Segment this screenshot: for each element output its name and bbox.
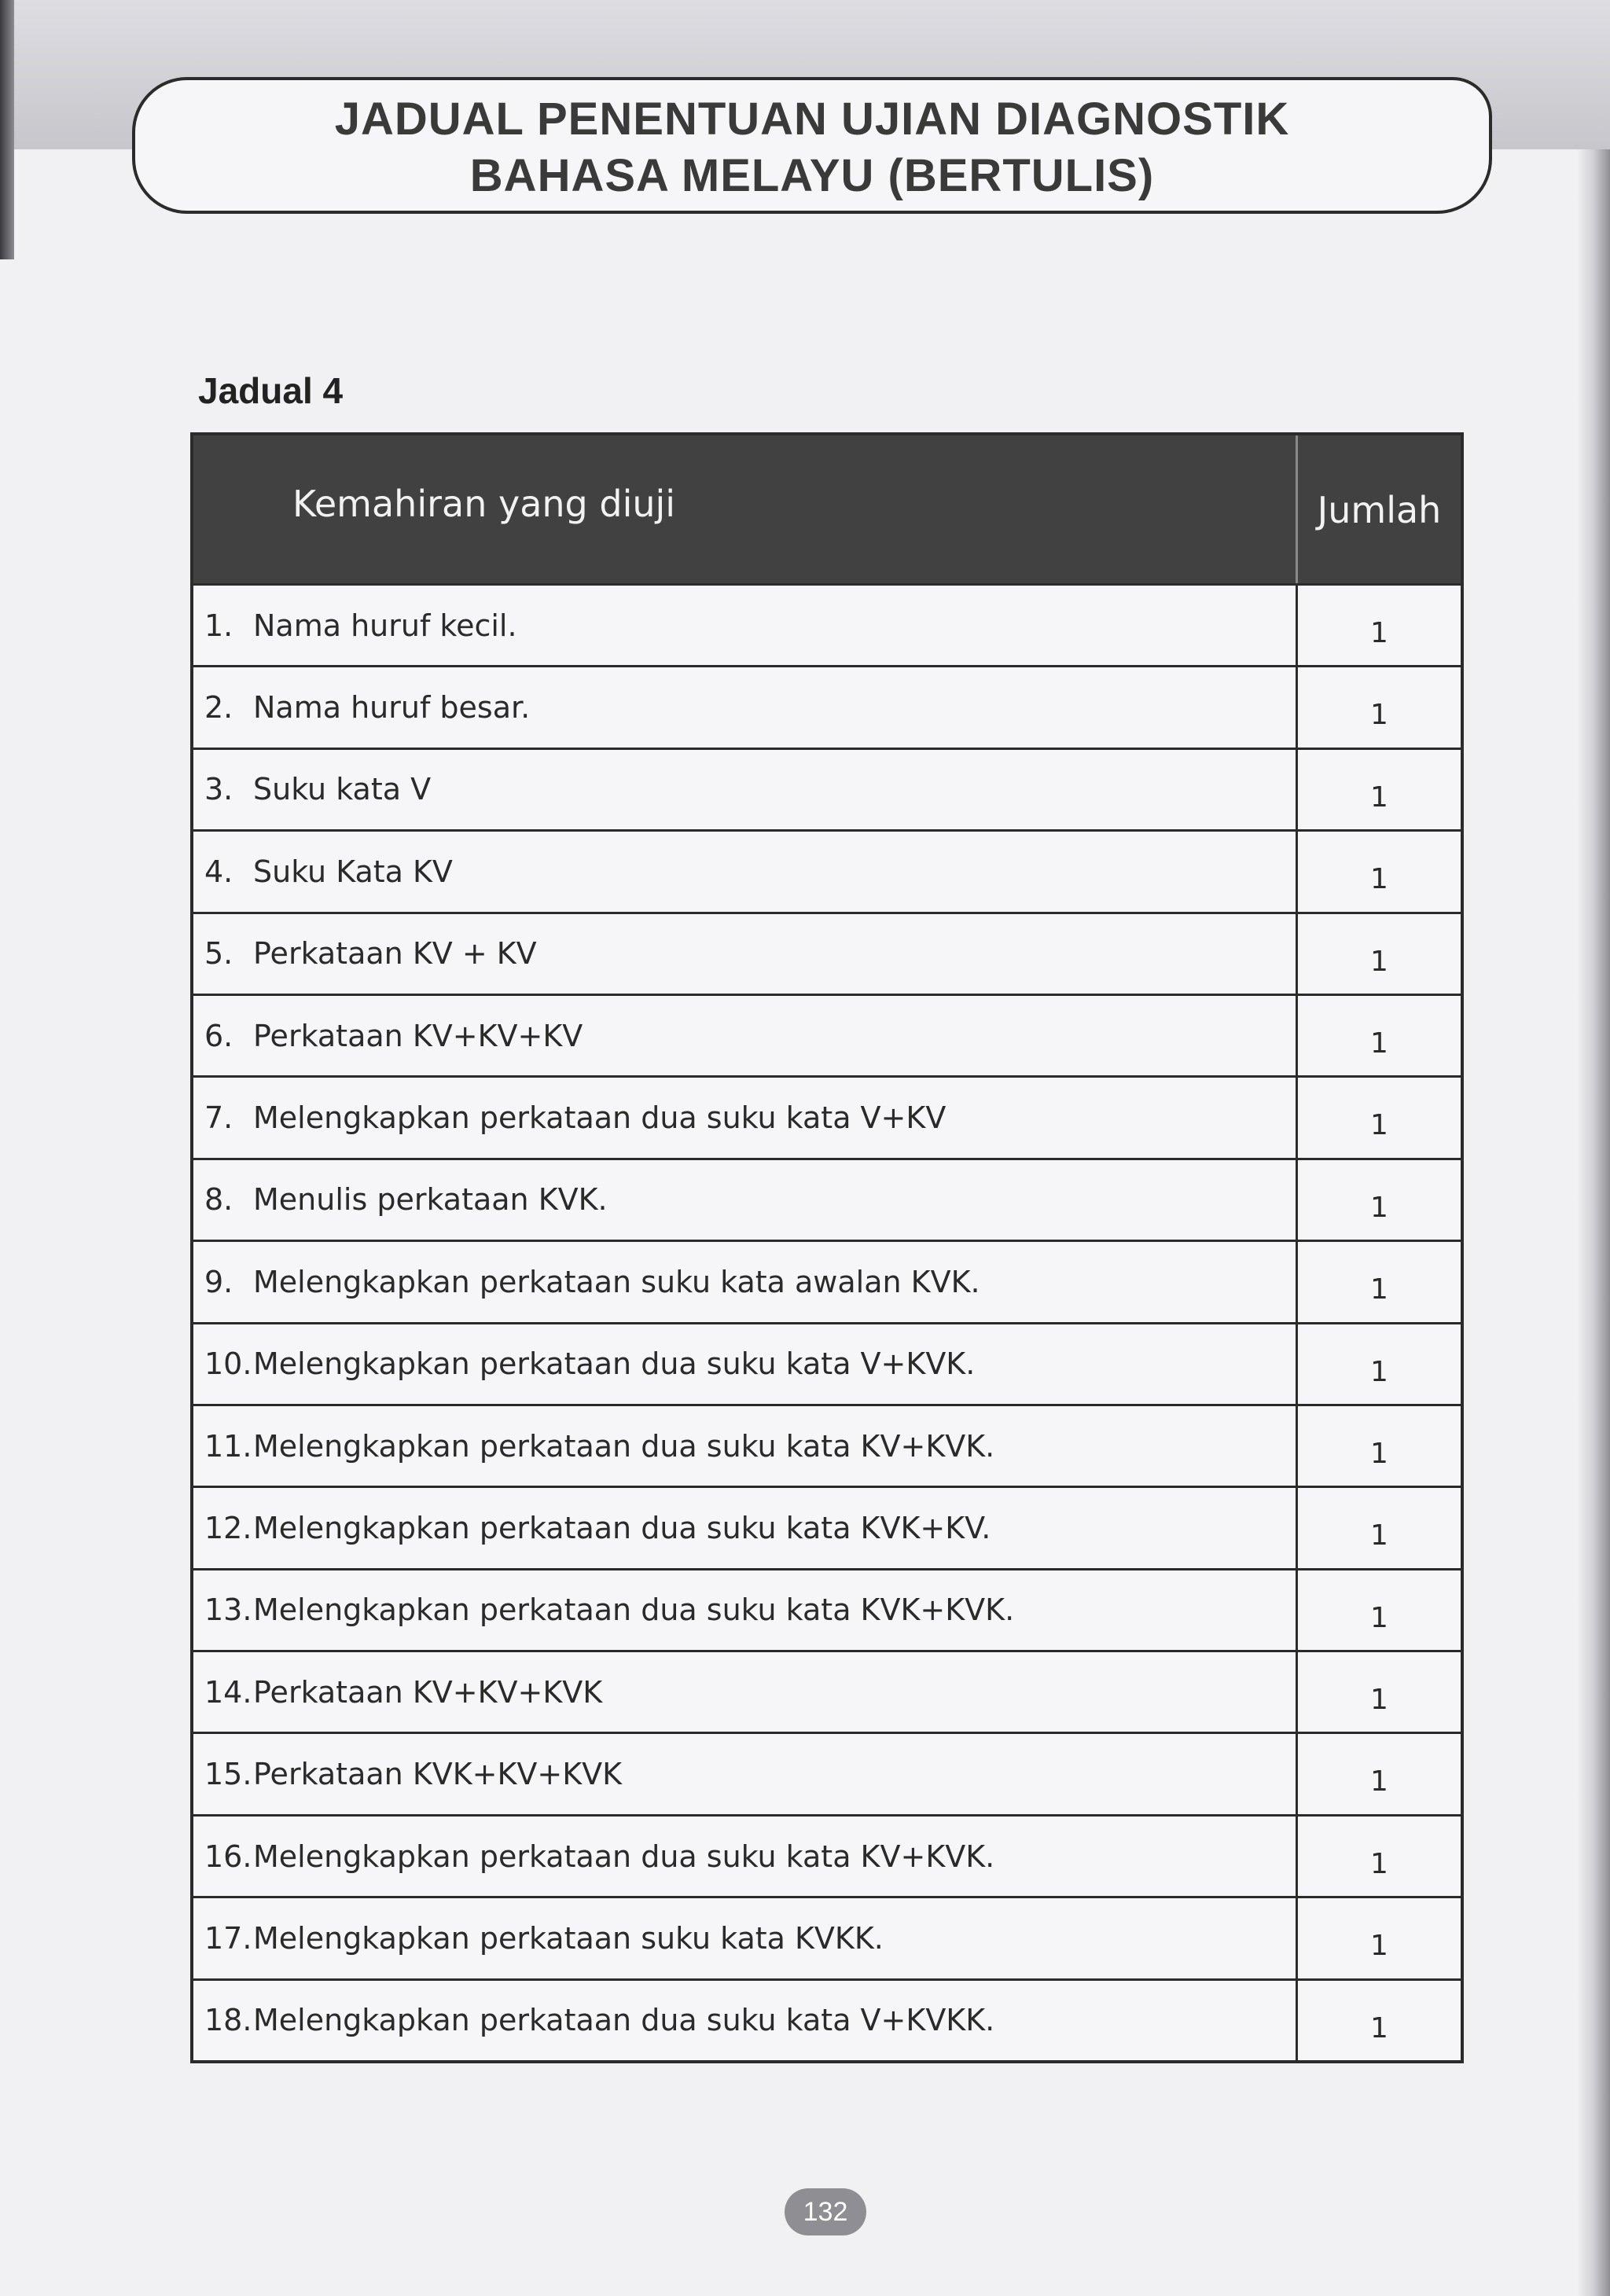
total-cell: 1 bbox=[1370, 1930, 1388, 1963]
table-body bbox=[193, 583, 1461, 2060]
table-row bbox=[193, 1404, 1461, 1486]
total-cell: 1 bbox=[1370, 945, 1388, 978]
row-number: 18. bbox=[204, 2003, 252, 2038]
skill-cell bbox=[193, 832, 1298, 911]
total-cell: 1 bbox=[1370, 1355, 1388, 1388]
table-row bbox=[193, 1568, 1461, 1650]
scan-right-edge bbox=[1577, 149, 1610, 2296]
total-cell: 1 bbox=[1370, 1684, 1388, 1717]
skill-cell bbox=[193, 1817, 1298, 1896]
row-number: 1. bbox=[204, 608, 233, 643]
table-row bbox=[193, 1322, 1461, 1404]
skill-text: Suku Kata KV bbox=[253, 854, 453, 889]
skills-table bbox=[190, 432, 1464, 2063]
total-cell: 1 bbox=[1370, 1109, 1388, 1142]
skill-cell bbox=[193, 1242, 1298, 1321]
skill-text: Melengkapkan perkataan dua suku kata V+KVK. bbox=[253, 1346, 976, 1382]
table-row bbox=[193, 583, 1461, 665]
row-number: 5. bbox=[204, 936, 233, 972]
skill-text: Melengkapkan perkataan suku kata awalan KVK. bbox=[253, 1264, 980, 1299]
title-box bbox=[132, 77, 1492, 214]
table-row bbox=[193, 912, 1461, 994]
total-cell: 1 bbox=[1370, 1847, 1388, 1880]
skill-text: Perkataan KVK+KV+KVK bbox=[253, 1757, 623, 1792]
total-cell: 1 bbox=[1370, 863, 1388, 896]
table-row bbox=[193, 1978, 1461, 2060]
skill-cell bbox=[193, 1981, 1298, 2060]
row-number: 6. bbox=[204, 1018, 233, 1053]
table-row bbox=[193, 829, 1461, 911]
title-line-1: JADUAL PENENTUAN UJIAN DIAGNOSTIK bbox=[334, 94, 1290, 145]
skill-cell bbox=[193, 1898, 1298, 1978]
total-cell: 1 bbox=[1370, 1027, 1388, 1060]
row-number: 16. bbox=[204, 1839, 252, 1874]
table-row bbox=[193, 748, 1461, 829]
title-line-2: BAHASA MELAYU (BERTULIS) bbox=[469, 150, 1155, 201]
skill-cell bbox=[193, 1406, 1298, 1486]
row-number: 12. bbox=[204, 1510, 252, 1545]
table-header bbox=[193, 435, 1461, 583]
skill-text: Melengkapkan perkataan dua suku kata KV+KVK. bbox=[253, 1839, 995, 1874]
skill-cell bbox=[193, 586, 1298, 665]
total-cell: 1 bbox=[1370, 1519, 1388, 1552]
skill-cell bbox=[193, 996, 1298, 1075]
skill-cell bbox=[193, 1652, 1298, 1732]
row-number: 10. bbox=[204, 1346, 252, 1382]
skill-cell bbox=[193, 1570, 1298, 1650]
skill-cell bbox=[193, 1160, 1298, 1240]
skill-text: Menulis perkataan KVK. bbox=[253, 1182, 608, 1218]
header-skill: Kemahiran yang diuji bbox=[193, 435, 1298, 583]
skill-cell bbox=[193, 1488, 1298, 1567]
skill-text: Nama huruf besar. bbox=[253, 690, 531, 726]
table-row bbox=[193, 1732, 1461, 1813]
table-row bbox=[193, 1486, 1461, 1567]
header-total: Jumlah bbox=[1317, 489, 1442, 531]
scan-left-edge bbox=[0, 0, 14, 259]
table-row bbox=[193, 1650, 1461, 1732]
skill-cell bbox=[193, 1734, 1298, 1813]
table-row bbox=[193, 1075, 1461, 1157]
skill-text: Perkataan KV+KV+KV bbox=[253, 1018, 583, 1053]
row-number: 3. bbox=[204, 772, 233, 807]
total-cell: 1 bbox=[1370, 1601, 1388, 1634]
row-number: 13. bbox=[204, 1593, 252, 1628]
row-number: 11. bbox=[204, 1428, 252, 1464]
skill-text: Melengkapkan perkataan dua suku kata V+KVKK. bbox=[253, 2003, 995, 2038]
table-row bbox=[193, 1240, 1461, 1321]
skill-text: Melengkapkan perkataan dua suku kata KVK+KV. bbox=[253, 1510, 991, 1545]
total-cell: 1 bbox=[1370, 1273, 1388, 1306]
skill-cell bbox=[193, 914, 1298, 994]
page-number: 132 bbox=[785, 2188, 866, 2235]
skill-text: Perkataan KV+KV+KVK bbox=[253, 1674, 603, 1710]
table-row bbox=[193, 665, 1461, 747]
row-number: 7. bbox=[204, 1100, 233, 1136]
total-cell: 1 bbox=[1370, 617, 1388, 649]
skill-text: Melengkapkan perkataan dua suku kata KV+KVK. bbox=[253, 1428, 995, 1464]
skill-text: Melengkapkan perkataan dua suku kata KVK+KVK. bbox=[253, 1593, 1015, 1628]
skill-cell bbox=[193, 1324, 1298, 1404]
skill-cell bbox=[193, 1078, 1298, 1157]
skill-text: Perkataan KV + KV bbox=[253, 936, 537, 972]
row-number: 8. bbox=[204, 1182, 233, 1218]
total-cell: 1 bbox=[1370, 1437, 1388, 1470]
total-cell: 1 bbox=[1370, 781, 1388, 814]
row-number: 9. bbox=[204, 1264, 233, 1299]
skill-cell bbox=[193, 667, 1298, 747]
total-cell: 1 bbox=[1370, 1765, 1388, 1798]
skill-cell bbox=[193, 750, 1298, 829]
table-row bbox=[193, 994, 1461, 1075]
skill-text: Melengkapkan perkataan suku kata KVKK. bbox=[253, 1920, 884, 1956]
skill-text: Nama huruf kecil. bbox=[253, 608, 517, 643]
table-row bbox=[193, 1896, 1461, 1978]
row-number: 15. bbox=[204, 1757, 252, 1792]
row-number: 4. bbox=[204, 854, 233, 889]
table-row bbox=[193, 1158, 1461, 1240]
row-number: 14. bbox=[204, 1674, 252, 1710]
row-number: 17. bbox=[204, 1920, 252, 1956]
total-cell: 1 bbox=[1370, 699, 1388, 732]
skill-text: Melengkapkan perkataan dua suku kata V+KV bbox=[253, 1100, 947, 1136]
total-cell: 1 bbox=[1370, 2011, 1388, 2044]
row-number: 2. bbox=[204, 690, 233, 726]
skill-text: Suku kata V bbox=[253, 772, 432, 807]
table-row bbox=[193, 1814, 1461, 1896]
total-cell: 1 bbox=[1370, 1191, 1388, 1224]
table-caption: Jadual 4 bbox=[198, 370, 344, 411]
